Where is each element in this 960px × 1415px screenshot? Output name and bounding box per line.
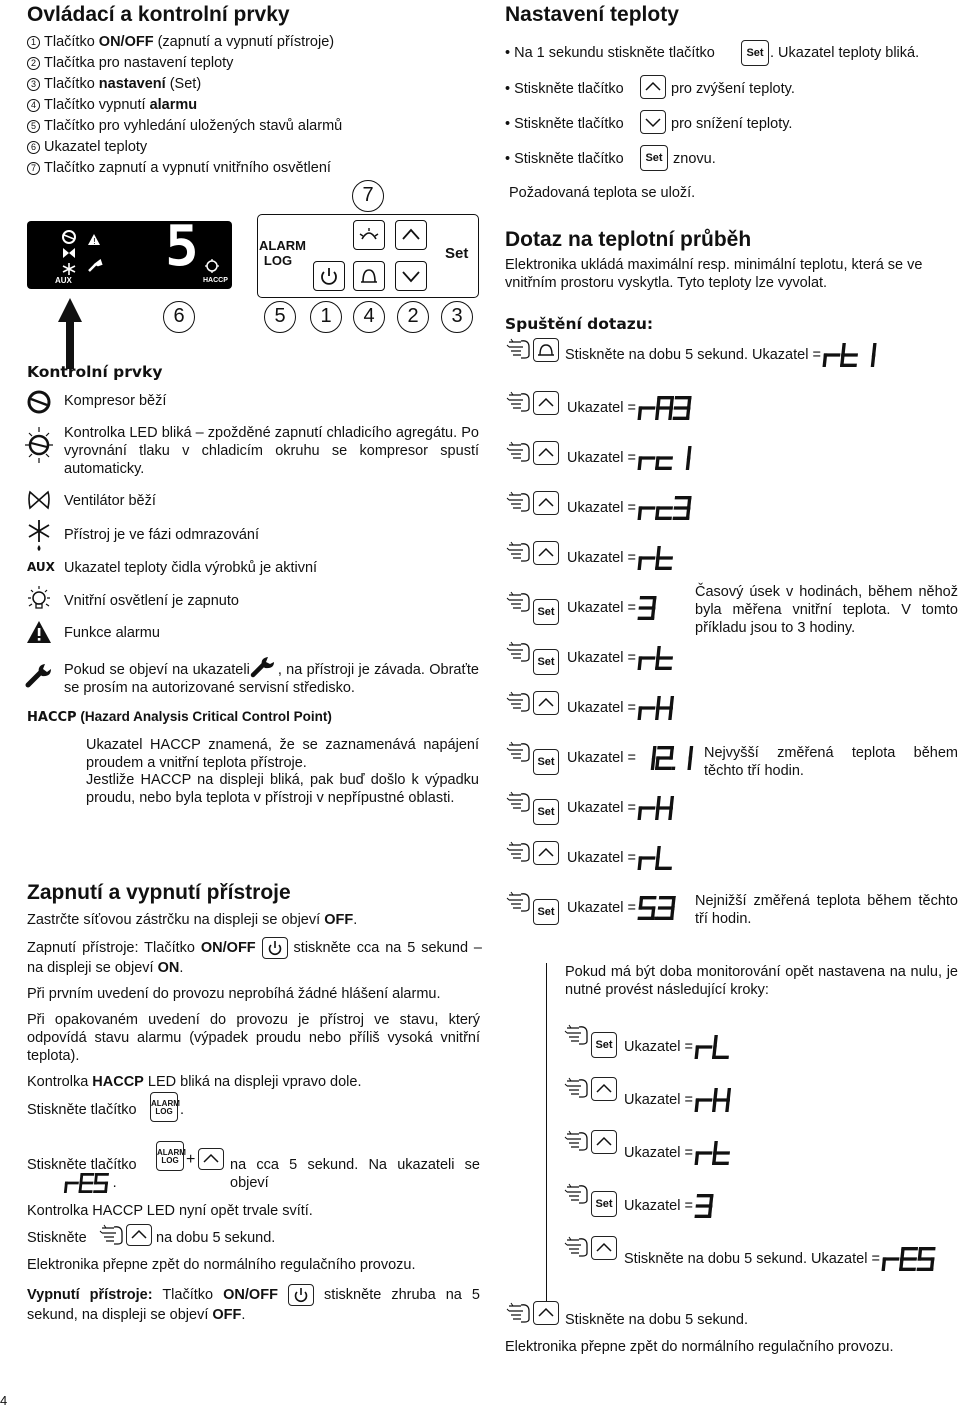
aux-icon: AUX (27, 560, 55, 574)
hand-press-icon (505, 389, 535, 415)
onoff-p9a: Stiskněte (27, 1230, 87, 1246)
onoff-p7b (230, 1156, 480, 1192)
seven-segment-digits (640, 695, 678, 721)
seven-segment-digits (640, 395, 696, 421)
indicator-wrench-text (64, 656, 479, 697)
seg-display (697, 1087, 735, 1113)
step-label (624, 1034, 735, 1060)
svg-text:!: ! (92, 237, 97, 246)
hand-press-icon (563, 1022, 593, 1048)
seg-display (640, 895, 680, 921)
up-button[interactable] (591, 1236, 617, 1260)
onoff-p7a: Stiskněte tlačítko (27, 1157, 137, 1173)
step-text: Ukazatel = (567, 799, 636, 816)
step-label (624, 1087, 735, 1113)
text-bold: HACCP (92, 1074, 144, 1090)
up-button[interactable] (126, 1224, 152, 1246)
light-button[interactable] (353, 220, 385, 250)
item-text: Tlačítko pro vyhledání uložených stavů alarmů (44, 118, 343, 134)
step-label (567, 895, 680, 921)
chevron-down-icon (641, 111, 665, 133)
text: . (179, 960, 184, 976)
onoff-p11 (27, 1284, 480, 1324)
haccp-p1: Ukazatel HACCP znamená, že se zaznamenává napájení proudem a vnitřní teplota přístroje. (86, 737, 479, 772)
hand-press-icon (505, 839, 535, 865)
hand-press-icon (505, 789, 535, 815)
haccp-label: HACCP (27, 710, 77, 725)
compressor-icon (27, 390, 51, 414)
chevron-up-icon (127, 1225, 151, 1245)
power-icon (289, 1285, 313, 1305)
seven-segment-digits (884, 1246, 940, 1272)
indicator-text: , na přístroji je závada. Obraťte se prosím na autorizované servisní středisko. (64, 662, 479, 697)
onoff-title: Zapnutí a vypnutí přístroje (27, 881, 291, 904)
hand-press-icon (505, 539, 535, 565)
hand-press-icon (505, 639, 535, 665)
down-button[interactable] (640, 110, 666, 134)
hand-press-icon (505, 489, 535, 515)
chevron-up-icon (534, 442, 558, 464)
up-button[interactable] (533, 841, 559, 865)
up-button[interactable] (533, 1301, 559, 1325)
reset-bracket-line (546, 963, 547, 1303)
step-label (567, 495, 696, 521)
temp-saved: Požadovaná teplota se uloží. (509, 185, 696, 201)
seven-segment-digits (825, 342, 881, 368)
defrost-icon (25, 518, 53, 552)
chevron-down-icon (396, 262, 426, 290)
chevron-up-icon (534, 492, 558, 514)
up-button[interactable] (198, 1148, 224, 1170)
lamp-icon (354, 221, 384, 249)
item-text: Tlačítko (44, 34, 99, 50)
onoff-p5 (27, 1073, 361, 1091)
hand-press-icon (505, 439, 535, 465)
end-press: Stiskněte na dobu 5 sekund. (565, 1312, 748, 1328)
chevron-up-icon (199, 1149, 223, 1169)
temp-bullet-3: • Stiskněte tlačítko (505, 116, 624, 132)
item-text: Tlačítko vypnutí (44, 97, 150, 113)
text: Zastrčte síťovou zástrčku na displeji se objeví (27, 912, 325, 928)
alarm-label: ALARM (259, 238, 306, 253)
onoff-p4: Při opakovaném uvedení do provozu je přístroj ve stavu, který odpovídá stavu alarmu (výpadek proudu nebo příliš vysoká vnitřní teplota). (27, 1012, 480, 1065)
item-text: Tlačítko (44, 76, 99, 92)
chevron-up-icon (592, 1237, 616, 1259)
seven-segment-digits (640, 845, 678, 871)
seg-display (640, 395, 696, 421)
text: Kontrolka (27, 1074, 93, 1090)
defrost-icon (61, 262, 77, 276)
seg-display (66, 1172, 113, 1194)
onoff-p2 (27, 937, 482, 977)
hand-press-icon (505, 589, 535, 615)
seven-segment-digits (640, 895, 680, 921)
note-max: Nejvyšší změřená teplota během těchto tří hodin. (704, 745, 958, 780)
indicator-text: Vnitřní osvětlení je zapnuto (64, 593, 239, 609)
display-panel (27, 214, 232, 289)
step-text: Ukazatel = (624, 1038, 693, 1055)
query-start: Spuštění dotazu: (505, 315, 654, 333)
seg-display (640, 745, 698, 771)
seg-display (640, 545, 678, 571)
end-text: Elektronika přepne zpět do normálního regulačního provozu. (505, 1339, 894, 1355)
onoff-p6: Stiskněte tlačítko (27, 1102, 137, 1118)
key-panel (257, 214, 479, 298)
indicator-text: Funkce alarmu (64, 625, 160, 641)
item-text-bold: ON/OFF (98, 34, 154, 50)
seven-segment-digits (640, 795, 678, 821)
indicators-title: Kontrolní prvky (27, 363, 163, 381)
seven-segment-digits (697, 1034, 735, 1060)
wrench-icon (250, 656, 278, 678)
set-button[interactable]: Set (533, 749, 559, 775)
query-intro: Elektronika ukládá maximální resp. minimální teplotu, která se ve vnitřním prostoru vyskytla. Tyto teploty lze vyvolat. (505, 257, 923, 292)
hand-press-icon (563, 1234, 593, 1260)
temp-bullet-1b: . Ukazatel teploty bliká. (770, 45, 920, 61)
onoff-button[interactable] (313, 261, 345, 291)
seg-display (640, 495, 696, 521)
indicator-text: Kompresor běží (64, 393, 167, 409)
seven-segment-digits (640, 645, 678, 671)
controls-list-item (27, 75, 447, 96)
text: stiskněte cca na 5 sekund – na displeji se objeví (27, 939, 482, 976)
aux-label: AUX (55, 276, 72, 285)
seven-segment-digits (640, 745, 698, 771)
step-text: Ukazatel = (624, 1144, 693, 1161)
alarm-triangle-icon (87, 233, 101, 246)
alarm-label: ALARM (151, 1099, 180, 1108)
log-label: LOG (263, 252, 293, 268)
arrow-up-icon (50, 296, 90, 371)
set-button[interactable]: Set (640, 145, 668, 171)
set-button[interactable]: Set (591, 1191, 617, 1217)
set-button[interactable]: Set (533, 649, 559, 675)
wrench-icon (25, 662, 53, 688)
chevron-up-icon (534, 1302, 558, 1324)
indicator-text: Pokud se objeví na ukazateli (64, 662, 250, 678)
seven-segment-digits (640, 595, 661, 621)
item-text: (Set) (165, 76, 202, 92)
seg-display (640, 695, 678, 721)
seg-display (640, 845, 678, 871)
chevron-up-icon (534, 542, 558, 564)
temp-bullet-3b: pro snížení teploty. (671, 116, 793, 132)
number-badge: 3 (27, 78, 40, 91)
text: Zapnutí přístroje: Tlačítko (27, 939, 201, 956)
hand-press-icon (505, 739, 535, 765)
alarm-log-button[interactable] (259, 238, 306, 269)
step-label (567, 645, 678, 671)
text-bold: OFF (324, 912, 354, 928)
set-button[interactable]: Set (445, 245, 469, 262)
haccp-heading (27, 709, 332, 726)
fan-icon (27, 489, 51, 511)
controls-list-item (27, 54, 447, 75)
up-button[interactable] (591, 1130, 617, 1154)
hand-press-icon (563, 1075, 593, 1101)
step-label (567, 395, 696, 421)
bell-icon (534, 339, 558, 361)
callout-2: 2 (397, 301, 429, 333)
alarm-log-button[interactable] (156, 1141, 184, 1171)
seg-display (640, 645, 678, 671)
alarm-triangle-icon (26, 620, 52, 644)
seven-segment-digits (640, 445, 696, 471)
seg-display (697, 1193, 718, 1219)
temp-bullet-2b: pro zvýšení teploty. (671, 81, 795, 97)
text: stiskněte zhruba na 5 sekund, na displeji se objeví (27, 1286, 480, 1323)
chevron-up-icon (534, 392, 558, 414)
chevron-up-icon (592, 1078, 616, 1100)
up-button[interactable] (533, 491, 559, 515)
up-button[interactable] (640, 75, 666, 99)
controls-list-item (27, 96, 447, 117)
hand-press-icon (505, 689, 535, 715)
seg-display (640, 445, 696, 471)
period: . (112, 1174, 117, 1191)
onoff-p9b: na dobu 5 sekund. (156, 1230, 276, 1246)
bell-icon (354, 262, 384, 290)
set-button[interactable]: Set (741, 40, 769, 66)
controls-list-item (27, 159, 447, 180)
controls-title: Ovládací a kontrolní prvky (27, 3, 290, 26)
seg-display (640, 795, 678, 821)
note-min: Nejnižší změřená teplota během těchto tří hodin. (695, 893, 958, 928)
wrench-icon (87, 259, 103, 273)
step-text: Ukazatel = (624, 1197, 693, 1214)
down-button[interactable] (395, 261, 427, 291)
step-label (567, 745, 698, 771)
power-icon (263, 938, 287, 958)
text-bold: OFF (212, 1307, 242, 1323)
step-text: Ukazatel = (567, 649, 636, 666)
text: Na 1 sekundu stiskněte tlačítko (514, 45, 715, 61)
step-label (567, 445, 696, 471)
step-label (567, 695, 678, 721)
compressor-icon (61, 229, 77, 245)
plus-sign: + (186, 1151, 196, 1168)
hand-press-icon (505, 336, 535, 362)
haccp-subheading: (Hazard Analysis Critical Control Point) (80, 709, 332, 724)
step-label (567, 545, 678, 571)
step-label (567, 845, 678, 871)
alarm-off-button[interactable] (533, 338, 559, 362)
alarm-off-button[interactable] (353, 261, 385, 291)
text-bold: ON/OFF (200, 939, 256, 956)
query-title: Dotaz na teplotní průběh (505, 228, 752, 251)
text-bold: ON (157, 960, 180, 976)
hand-press-icon (563, 1128, 593, 1154)
seven-segment-digits (697, 1087, 735, 1113)
callout-4: 4 (353, 301, 385, 333)
onoff-p1 (27, 911, 482, 929)
indicator-text: Ukazatel teploty čidla výrobků je aktivní (64, 560, 318, 576)
item-text-bold: nastavení (98, 76, 166, 92)
item-text: Ukazatel teploty (44, 139, 148, 155)
step-text: Ukazatel = (567, 399, 636, 416)
controls-list (27, 33, 447, 180)
item-text-bold: alarmu (149, 97, 198, 113)
seg-display (640, 595, 661, 621)
step-label (567, 795, 678, 821)
text: LED bliká na displeji vpravo dole. (143, 1074, 362, 1090)
text: . (241, 1307, 246, 1323)
text: . (353, 912, 358, 928)
seg-display (825, 342, 881, 368)
number-badge: 4 (27, 99, 40, 112)
controls-list-item (27, 33, 447, 54)
step-text: Ukazatel = (567, 549, 636, 566)
seg-display (697, 1140, 735, 1166)
step-label (624, 1140, 735, 1166)
item-text: (zapnutí a vypnutí přístroje) (153, 34, 335, 50)
item-text: Tlačítka pro nastavení teploty (44, 55, 234, 71)
temp-bullet-4: • Stiskněte tlačítko (505, 151, 624, 167)
onoff-button[interactable] (288, 1284, 314, 1306)
controls-list-item (27, 138, 447, 159)
page-number: 4 (0, 1393, 8, 1408)
text: Stiskněte tlačítko (514, 151, 624, 167)
chevron-up-icon (641, 76, 665, 98)
indicator-text: Přístroj je ve fázi odmrazování (64, 527, 260, 543)
note-hours: Časový úsek v hodinách, během něhož byla měřena vnitřní teplota. V tomto příkladu jsou to 3 hodiny. (695, 584, 958, 637)
controls-list-item (27, 117, 447, 138)
seven-segment-digits (66, 1172, 113, 1194)
seg-display (884, 1246, 940, 1272)
set-button[interactable]: Set (591, 1032, 617, 1058)
seven-segment-digits (697, 1193, 718, 1219)
temp-bullet-4b: znovu. (673, 151, 716, 167)
period: . (180, 1102, 185, 1118)
up-button[interactable] (533, 691, 559, 715)
text-bold: ON/OFF (223, 1286, 278, 1303)
set-button[interactable]: Set (533, 799, 559, 825)
temp-bullet-1: • Na 1 sekundu stiskněte tlačítko (505, 45, 715, 61)
step-label (567, 595, 661, 621)
number-badge: 5 (27, 120, 40, 133)
step-text: Ukazatel = (567, 599, 636, 616)
number-badge: 1 (27, 36, 40, 49)
seven-segment-digits (640, 545, 678, 571)
callout-3: 3 (441, 301, 473, 333)
haccp-p2: Jestliže HACCP na displeji bliká, pak buď došlo k výpadku proudu, nebo byla teplota v přístroji v nepřípustné oblasti. (86, 772, 479, 807)
reset-intro: Pokud má být doba monitorování opět nastavena na nulu, je nutné provést následující kroky: (565, 964, 958, 999)
step-text: Ukazatel = (567, 499, 636, 516)
onoff-p3: Při prvním uvedení do provozu neprobíhá žádné hlášení alarmu. (27, 986, 441, 1002)
alarm-label: ALARM (157, 1148, 186, 1157)
light-icon (204, 258, 220, 274)
onoff-button[interactable] (262, 937, 288, 959)
step-text: Ukazatel = (567, 749, 636, 766)
step-text: Ukazatel = (567, 849, 636, 866)
seg-display (697, 1034, 735, 1060)
text: Tlačítko (152, 1286, 224, 1303)
step-text: Ukazatel = (624, 1091, 693, 1108)
step-text: Ukazatel = (567, 449, 636, 466)
step-text: Stiskněte na dobu 5 sekund. Ukazatel = (565, 346, 821, 363)
step-label (624, 1246, 940, 1272)
temp-bullet-2: • Stiskněte tlačítko (505, 81, 624, 97)
step-label (624, 1193, 718, 1219)
text: Stiskněte tlačítko (514, 116, 624, 132)
step-label (565, 342, 881, 368)
text: Stiskněte tlačítko (514, 81, 624, 97)
seven-segment-digits (697, 1140, 735, 1166)
chevron-up-icon (592, 1131, 616, 1153)
step-text: Stiskněte na dobu 5 sekund. Ukazatel = (624, 1250, 880, 1267)
number-badge: 7 (27, 162, 40, 175)
indicator-text: Kontrolka LED bliká – zpožděné zapnutí chladicího agregátu. Po vyrovnání tlaku v chladicím okruhu se kompresor spustí automaticky. (64, 425, 479, 478)
callout-1: 1 (310, 301, 342, 333)
step-text: Ukazatel = (567, 699, 636, 716)
number-badge: 2 (27, 57, 40, 70)
onoff-p8: Kontrolka HACCP LED nyní opět trvale svítí. (27, 1203, 313, 1219)
up-button[interactable] (395, 220, 427, 250)
text-bold: Vypnutí přístroje: (27, 1286, 153, 1303)
haccp-label: HACCP (203, 277, 228, 284)
log-label: LOG (155, 1107, 173, 1116)
step-text: Ukazatel = (567, 899, 636, 916)
fan-icon (61, 246, 77, 260)
callout-5: 5 (264, 301, 296, 333)
hand-press-icon (505, 889, 535, 915)
hand-press-icon (563, 1181, 593, 1207)
temp-title: Nastavení teploty (505, 3, 679, 26)
alarm-log-button[interactable] (150, 1092, 178, 1122)
indicator-text: Ventilátor běží (64, 493, 156, 509)
chevron-up-icon (534, 692, 558, 714)
seven-segment-digits (640, 495, 696, 521)
temperature-digit: 5 (165, 214, 199, 279)
up-button[interactable] (533, 541, 559, 565)
up-button[interactable] (591, 1077, 617, 1101)
callout-6: 6 (163, 301, 195, 333)
text: na cca 5 sekund. Na ukazateli se objeví (230, 1157, 480, 1192)
number-badge: 6 (27, 141, 40, 154)
compressor-blink-icon (24, 425, 54, 465)
seg-rES (66, 1172, 117, 1194)
light-icon (24, 584, 54, 614)
log-label: LOG (161, 1156, 179, 1165)
callout-7: 7 (352, 180, 384, 212)
item-text: Tlačítko zapnutí a vypnutí vnitřního osvětlení (44, 160, 331, 176)
set-button[interactable]: Set (533, 599, 559, 625)
power-icon (314, 262, 344, 290)
chevron-up-icon (396, 221, 426, 249)
up-button[interactable] (533, 391, 559, 415)
up-button[interactable] (533, 441, 559, 465)
hand-press-icon (505, 1300, 535, 1326)
onoff-p10: Elektronika přepne zpět do normálního regulačního provozu. (27, 1257, 416, 1273)
set-button[interactable]: Set (533, 899, 559, 925)
chevron-up-icon (534, 842, 558, 864)
hand-press-icon (98, 1222, 128, 1248)
